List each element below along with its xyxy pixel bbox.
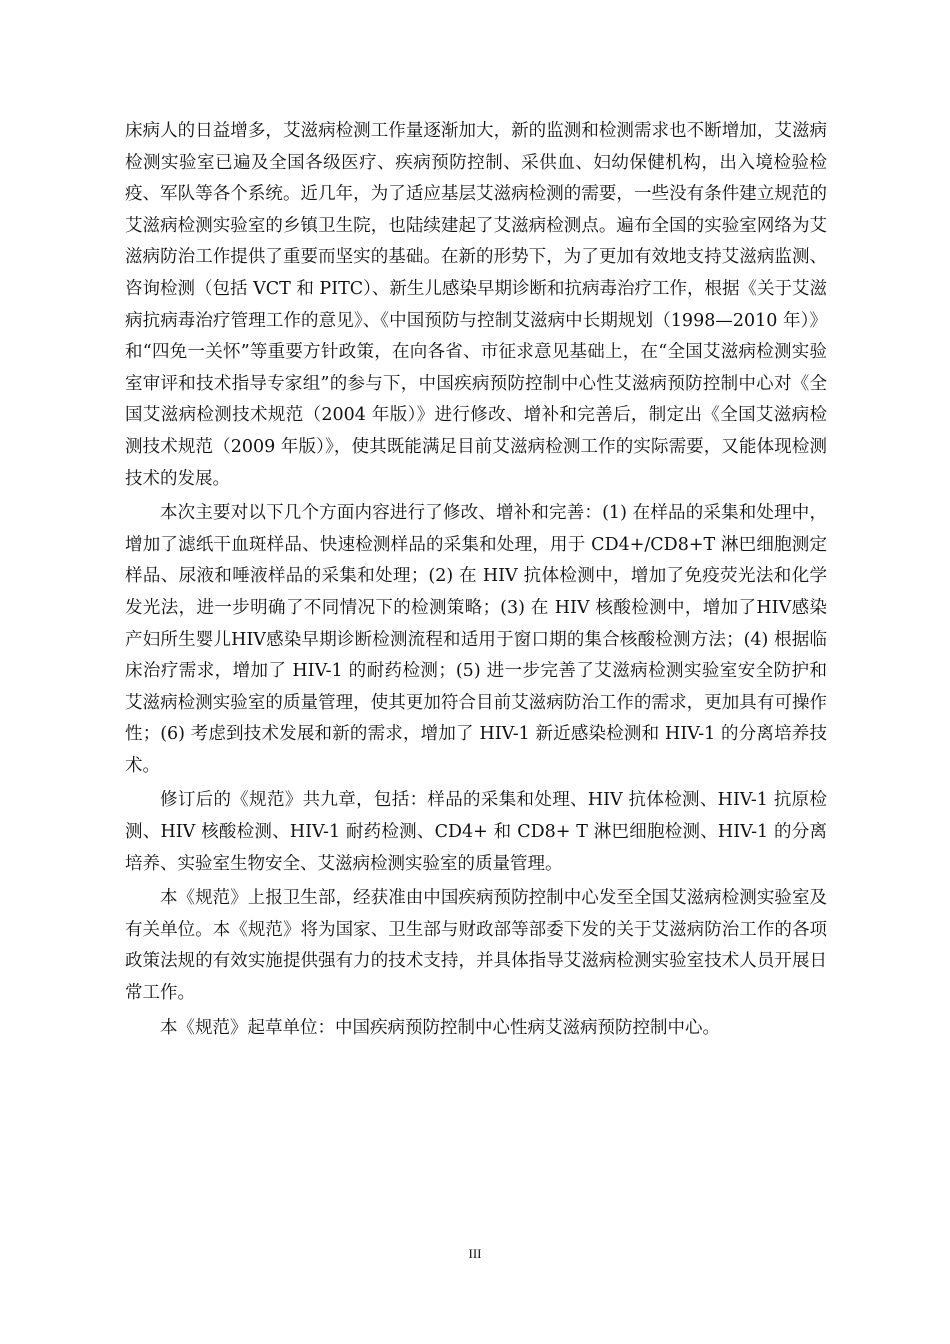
page-number: III [468,1246,482,1261]
paragraph-drafting-unit: 本《规范》起草单位：中国疾病预防控制中心性病艾滋病预防控制中心。 [160,1017,720,1038]
paragraph-approval: 本《规范》上报卫生部，经获准由中国疾病预防控制中心发至全国艾滋病检测实验室及有关单位。本《规范》将为国家、卫生部与财政部等部委下发的关于艾滋病防治工作的各项政策法规的有效实施提供强有力的技术支持，并具体指导艾滋病检测实验室技术人员开展日常工作。 [125,888,827,1004]
paragraph-chapters: 修订后的《规范》共九章，包括：样品的采集和处理、HIV 抗体检测、HIV-1 抗原检测、HIV 核酸检测、HIV-1 耐药检测、CD4+ 和 CD8+ T 淋巴细胞检测、HIV-1 的分离培养、实验室生物安全、艾滋病检测实验室的质量管理。 [125,790,827,874]
paragraph-continuation: 床病人的日益增多，艾滋病检测工作量逐渐加大，新的监测和检测需求也不断增加，艾滋病检测实验室已遍及全国各级医疗、疾病预防控制、采供血、妇幼保健机构，出入境检验检疫、军队等各个系统。近几年，为了适应基层艾滋病检测的需要，一些没有条件建立规范的艾滋病检测实验室的乡镇卫生院，也陆续建起了艾滋病检测点。遍布全国的实验室网络为艾滋病防治工作提供了重要而坚实的基础。在新的形势下，为了更加有效地支持艾滋病监测、咨询检测（包括 VCT 和 PITC）、新生儿感染早期诊断和抗病毒治疗工作，根据《关于艾滋病抗病毒治疗管理工作的意见》、《中国预防与控制艾滋病中长期规划（1998—2010 年）》和“四免一关怀”等重要方针政策，在向各省、市征求意见基础上，在“全国艾滋病检测实验室审评和技术指导专家组”的参与下，中国疾病预防控制中心性艾滋病预防控制中心对《全国艾滋病检测技术规范（2004 年版）》进行修改、增补和完善后，制定出《全国艾滋病检测技术规范（2009 年版）》，使其既能满足目前艾滋病检测工作的实际需要，又能体现检测技术的发展。 [125,121,827,489]
paragraph-revisions: 本次主要对以下几个方面内容进行了修改、增补和完善：(1) 在样品的采集和处理中，增加了滤纸干血斑样品、快速检测样品的采集和处理，用于 CD4+/CD8+T 淋巴细胞测定样品、尿液和唾液样品的采集和处理；(2) 在 HIV 抗体检测中，增加了免疫荧光法和化学发光法，进一步明确了不同情况下的检测策略；(3) 在 HIV 核酸检测中，增加了HIV感染产妇所生婴儿HIV感染早期诊断检测流程和适用于窗口期的集合核酸检测方法；(4) 根据临床治疗需求，增加了 HIV-1 的耐药检测；(5) 进一步完善了艾滋病检测实验室安全防护和艾滋病检测实验室的质量管理，使其更加符合目前艾滋病防治工作的需求，更加具有可操作性；(6) 考虑到技术发展和新的需求，增加了 HIV-1 新近感染检测和 HIV-1 的分离培养技术。 [125,503,827,776]
body-text [125,116,827,1047]
